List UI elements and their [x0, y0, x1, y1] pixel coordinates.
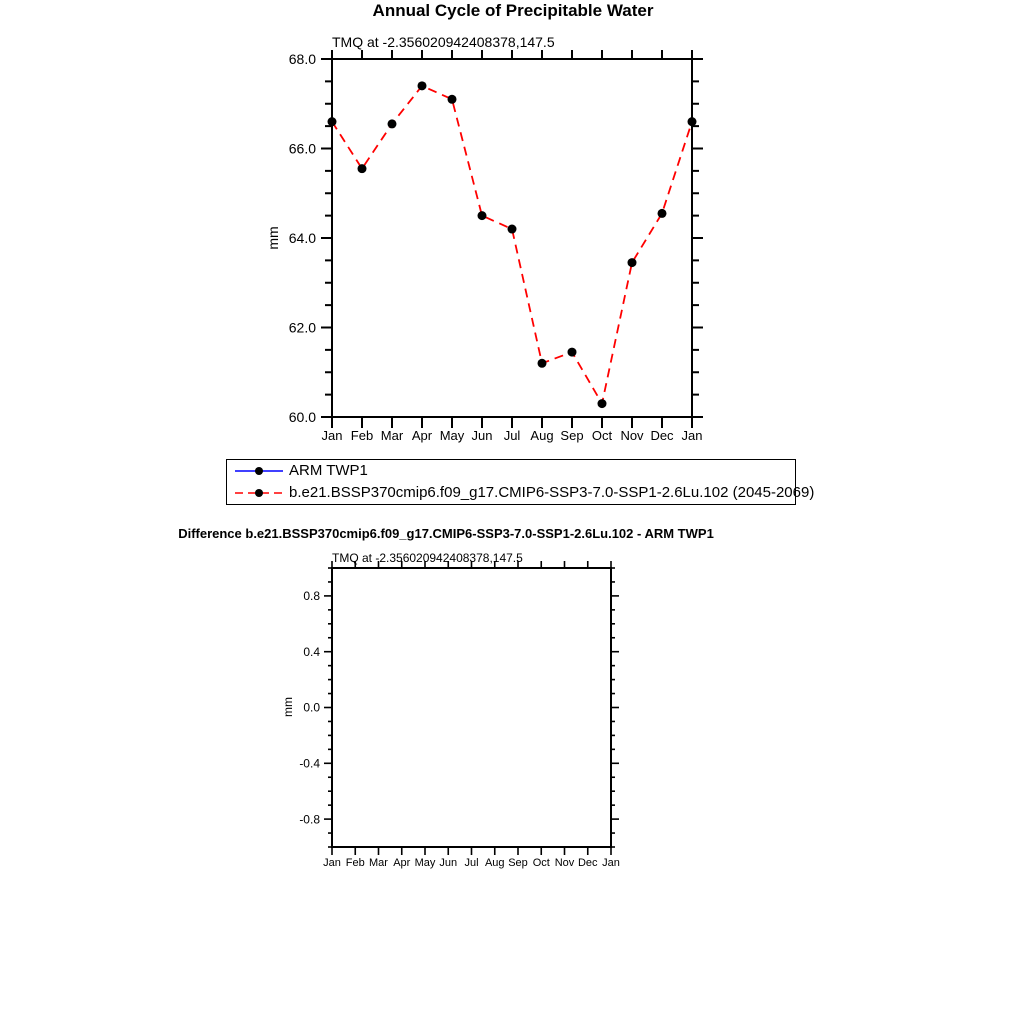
series-line — [332, 86, 692, 404]
bottom-chart-title: Difference b.e21.BSSP370cmip6.f09_g17.CMIP6-SSP3-7.0-SSP1-2.6Lu.102 - ARM TWP1 — [178, 526, 714, 541]
y-tick-label: 0.8 — [303, 589, 320, 604]
x-tick-label: Sep — [560, 428, 584, 443]
bottom-chart-subtitle: TMQ at -2.356020942408378,147.5 — [332, 551, 523, 565]
legend-entry-model — [233, 482, 815, 504]
y-tick-label: 68.0 — [288, 50, 316, 67]
top-chart-plot-area — [289, 50, 703, 443]
model-marker-icon — [255, 489, 263, 497]
x-tick-label: Nov — [554, 857, 575, 869]
x-tick-label: Mar — [380, 428, 404, 443]
x-tick-label: Oct — [532, 857, 550, 869]
x-tick-label: Jul — [503, 428, 521, 443]
data-point — [508, 225, 517, 234]
data-point — [628, 258, 637, 267]
y-tick-label: -0.8 — [299, 812, 320, 827]
y-tick-label: 64.0 — [288, 229, 316, 246]
x-tick-label: Jun — [471, 428, 493, 443]
bottom-chart-ylabel: mm — [281, 697, 295, 717]
top-chart-subtitle: TMQ at -2.356020942408378,147.5 — [332, 34, 555, 50]
data-point — [388, 119, 397, 128]
y-tick-label: -0.4 — [299, 756, 320, 771]
data-point — [538, 359, 547, 368]
data-point — [448, 95, 457, 104]
data-point — [598, 399, 607, 408]
top-chart — [240, 28, 720, 450]
data-point — [688, 117, 697, 126]
data-point — [358, 164, 367, 173]
x-tick-label: Aug — [530, 428, 554, 443]
x-tick-label: Sep — [508, 857, 528, 869]
model-line-sample-icon — [233, 488, 285, 498]
x-tick-label: Feb — [345, 857, 365, 869]
y-tick-label: 60.0 — [288, 408, 316, 425]
bottom-chart-plot-area — [299, 561, 620, 869]
x-tick-label: Jan — [323, 857, 341, 869]
data-point — [658, 209, 667, 218]
x-tick-label: Oct — [591, 428, 613, 443]
x-tick-label: Jan — [681, 428, 703, 443]
legend-label-obs: ARM TWP1 — [289, 462, 368, 479]
axis-frame — [332, 59, 692, 417]
top-chart-title: Annual Cycle of Precipitable Water — [372, 1, 654, 20]
y-tick-label: 66.0 — [288, 140, 316, 157]
x-tick-label: Feb — [350, 428, 374, 443]
obs-line-sample-icon — [233, 466, 285, 476]
x-tick-label: Nov — [620, 428, 644, 443]
y-tick-label: 0.0 — [303, 700, 320, 715]
obs-marker-icon — [255, 467, 263, 475]
y-tick-label: 0.4 — [303, 644, 320, 659]
legend-entry-obs — [233, 460, 795, 482]
data-point — [418, 81, 427, 90]
y-tick-label: 62.0 — [288, 319, 316, 336]
data-point — [478, 211, 487, 220]
x-tick-label: Jan — [602, 857, 620, 869]
x-tick-label: Mar — [369, 857, 388, 869]
x-tick-label: Dec — [577, 857, 598, 869]
x-tick-label: Jun — [439, 857, 458, 869]
legend — [226, 459, 815, 505]
x-tick-label: Jan — [321, 428, 343, 443]
x-tick-label: Aug — [484, 857, 505, 869]
axis-frame — [332, 568, 611, 847]
x-tick-label: Jul — [464, 857, 479, 869]
legend-label-model: b.e21.BSSP370cmip6.f09_g17.CMIP6-SSP3-7.0-SSP1-2.6Lu.102 (2045-2069) — [289, 484, 815, 501]
x-tick-label: Apr — [411, 428, 433, 443]
data-point — [568, 348, 577, 357]
x-tick-label: Dec — [650, 428, 674, 443]
top-chart-ylabel: mm — [265, 226, 281, 250]
bottom-chart — [240, 545, 720, 880]
x-tick-label: May — [414, 857, 436, 869]
x-tick-label: May — [439, 428, 465, 443]
data-point — [328, 117, 337, 126]
x-tick-label: Apr — [393, 857, 411, 869]
